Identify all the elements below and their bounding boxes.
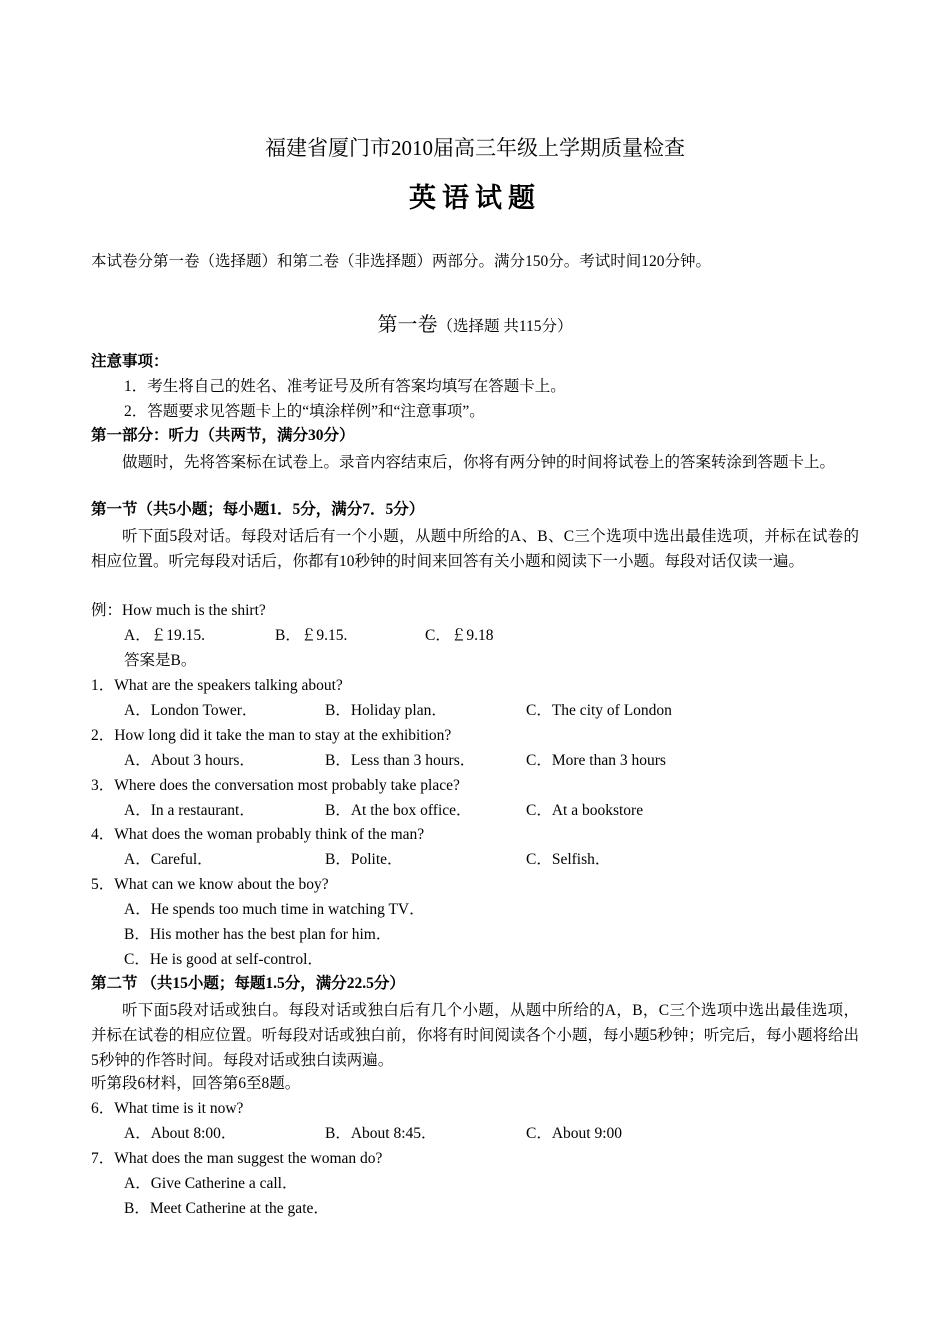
section1-heading: 第一节（共5小题；每小题1．5分，满分7．5分） xyxy=(91,501,425,518)
q6-option-c: C．About 9:00 xyxy=(526,1125,623,1142)
q1-option-c: C．The city of London xyxy=(526,702,672,719)
q2-option-b: B．Less than 3 hours． xyxy=(325,752,476,769)
example-option-c: C．￡9.18 xyxy=(425,627,494,644)
question-4: 4．What does the woman probably think of the man? xyxy=(91,826,425,843)
notice-heading: 注意事项： xyxy=(91,353,169,370)
q5-option-c: C．He is good at self-control． xyxy=(124,951,323,968)
q2-option-a: A．About 3 hours． xyxy=(124,752,255,769)
q7-option-b: B．Meet Catherine at the gate． xyxy=(124,1200,329,1217)
section2-instruction: 听下面5段对话或独白。每段对话或独白后有几个小题，从题中所给的A，B，C三个选项中选出最佳选项，并标在试卷的相应位置。听每段对话或独白前，你将有时间阅读各个小题，每小题5秒钟；听完后，每小题将给出5秒钟的作答时间。每段对话或独白读两遍。 xyxy=(91,1002,859,1069)
example-question: 例：How much is the shirt? xyxy=(91,602,266,619)
q3-option-b: B．At the box office． xyxy=(325,802,472,819)
example-answer: 答案是B。 xyxy=(124,652,197,669)
question-5: 5．What can we know about the boy? xyxy=(91,876,329,893)
volume-name: 第一卷 xyxy=(377,314,438,336)
q6-option-a: A．About 8:00． xyxy=(124,1125,237,1142)
volume-title xyxy=(0,314,950,338)
section1-instruction: 听下面5段对话。每段对话后有一个小题，从题中所给的A、B、C三个选项中选出最佳选项，并标在试卷的相应位置。听完每段对话后，你都有10秒钟的时间来回答有关小题和阅读下一小题。每段对话仅读一遍。 xyxy=(91,528,859,570)
notice-item: 2．答题要求见答题卡上的“填涂样例”和“注意事项”。 xyxy=(124,403,485,420)
example-option-b: B．￡9.15. xyxy=(275,627,348,644)
q3-option-a: A．In a restaurant． xyxy=(124,802,255,819)
part1-heading: 第一部分：听力（共两节，满分30分） xyxy=(91,427,355,444)
q5-option-a: A．He spends too much time in watching TV． xyxy=(124,901,425,918)
q1-option-b: B．Holiday plan． xyxy=(325,702,447,719)
example-option-a: A．￡19.15. xyxy=(124,627,205,644)
section2-heading: 第二节 （共15小题；每题1.5分，满分22.5分） xyxy=(91,975,405,992)
exam-subtitle: 英语试题 xyxy=(409,183,541,213)
question-7: 7．What does the man suggest the woman do? xyxy=(91,1150,383,1167)
exam-title: 福建省厦门市2010届高三年级上学期质量检查 xyxy=(265,136,685,160)
part1-instruction: 做题时，先将答案标在试卷上。录音内容结束后，你将有两分钟的时间将试卷上的答案转涂到答题卡上。 xyxy=(122,454,836,471)
q6-option-b: B．About 8:45． xyxy=(325,1125,437,1142)
q4-option-b: B．Polite． xyxy=(325,851,403,868)
notice-item: 1．考生将自己的姓名、准考证号及所有答案均填写在答题卡上。 xyxy=(124,378,566,395)
q5-option-b: B．His mother has the best plan for him． xyxy=(124,926,392,943)
question-6: 6．What time is it now? xyxy=(91,1100,244,1117)
question-3: 3．Where does the conversation most probably take place? xyxy=(91,777,460,794)
q4-option-a: A．Careful． xyxy=(124,851,213,868)
q3-option-c: C．At a bookstore xyxy=(526,802,644,819)
material-note: 听第段6材料，回答第6至8题。 xyxy=(91,1075,301,1092)
question-1: 1．What are the speakers talking about? xyxy=(91,677,343,694)
question-2: 2．How long did it take the man to stay at the exhibition? xyxy=(91,727,452,744)
q7-option-a: A．Give Catherine a call． xyxy=(124,1175,298,1192)
q2-option-c: C．More than 3 hours xyxy=(526,752,666,769)
volume-note: （选择题 共115分） xyxy=(437,318,573,335)
q4-option-c: C．Selfish． xyxy=(526,851,611,868)
intro-text: 本试卷分第一卷（选择题）和第二卷（非选择题）两部分。满分150分。考试时间120分钟。 xyxy=(91,253,712,270)
q1-option-a: A．London Tower． xyxy=(124,702,258,719)
